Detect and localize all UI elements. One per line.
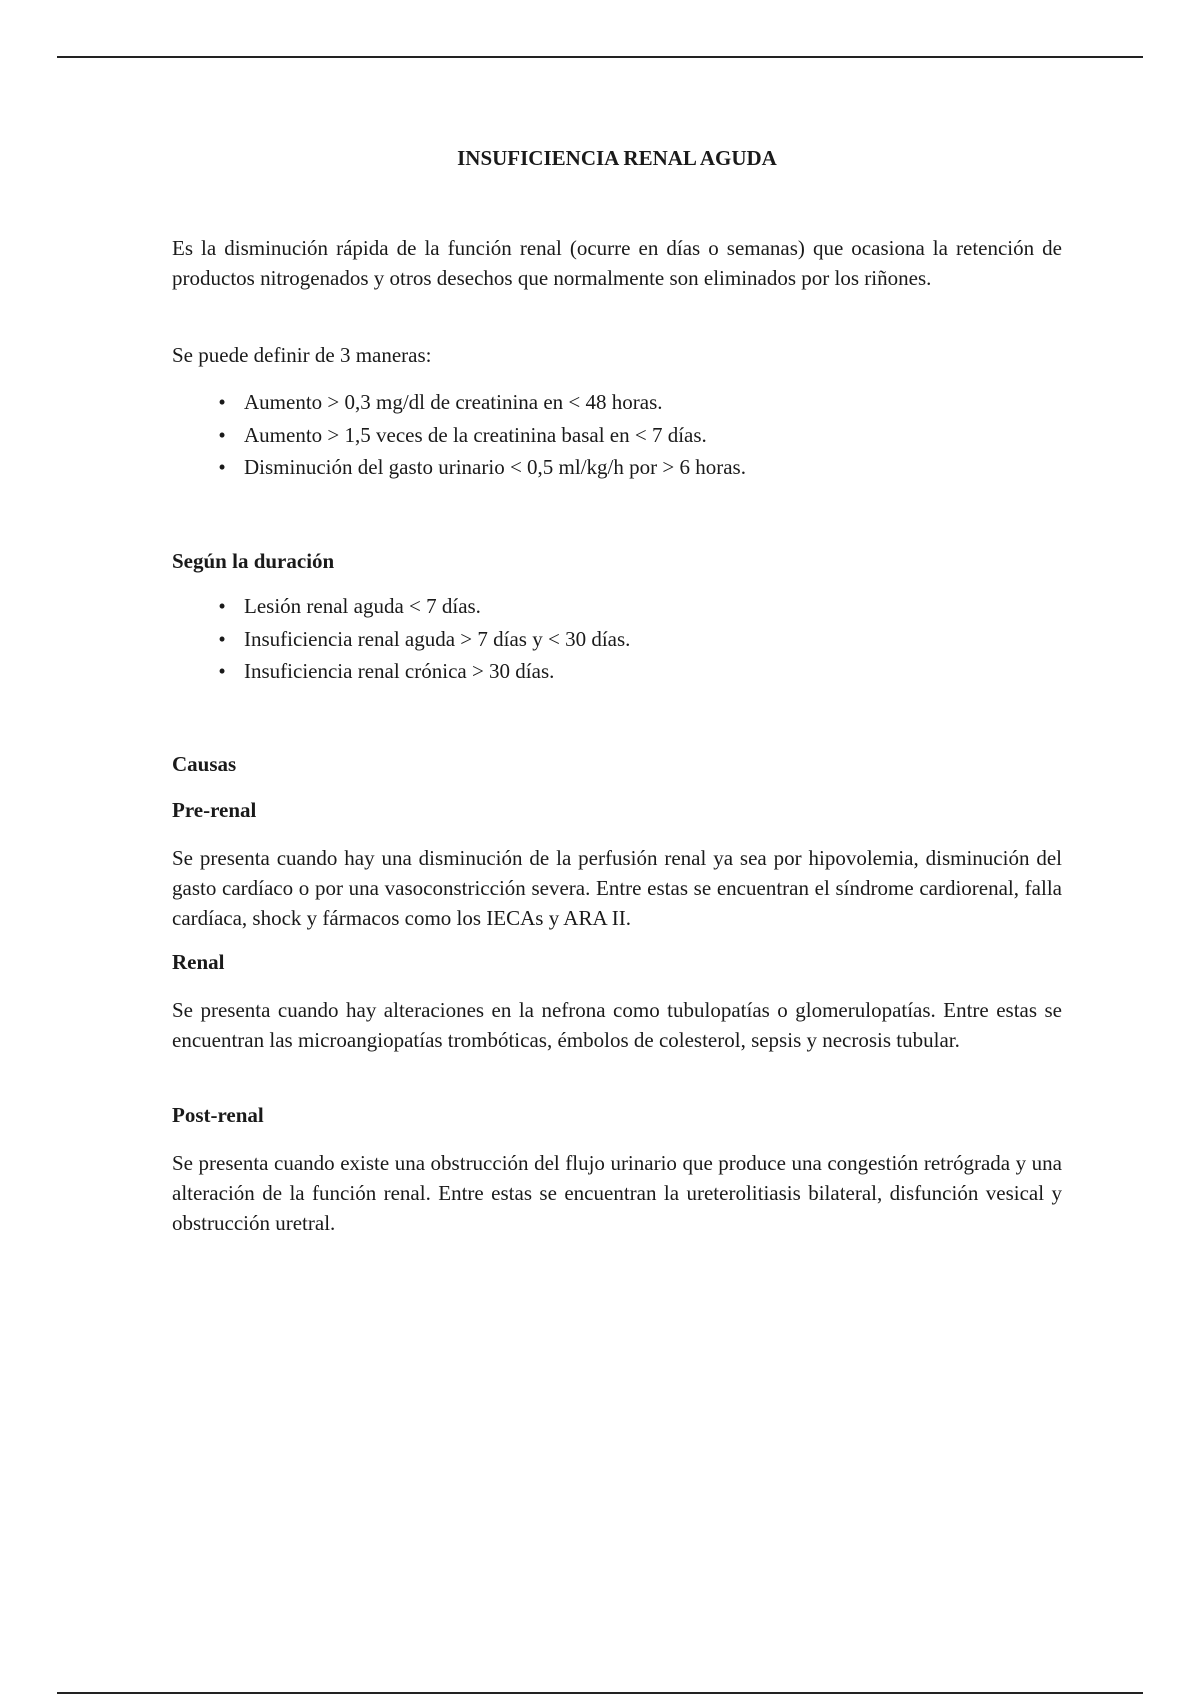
definition-lead: Se puede definir de 3 maneras: xyxy=(172,343,432,367)
document-title: INSUFICIENCIA RENAL AGUDA xyxy=(457,146,777,170)
bottom-rule xyxy=(57,1692,1143,1694)
causes-heading: Causas xyxy=(172,752,237,776)
list-item-text: Disminución del gasto urinario < 0,5 ml/kg/h por > 6 horas. xyxy=(244,455,746,479)
renal-paragraph: Se presenta cuando hay alteraciones en la nefrona como tubulopatías o glomerulopatías. Entre estas se encuentran las microangiopatías trombóticas, émbolos de colesterol, sepsis y necrosis tubular. xyxy=(172,998,1062,1052)
list-item xyxy=(172,419,1062,452)
prerenal-paragraph: Se presenta cuando hay una disminución de la perfusión renal ya sea por hipovolemia, disminución del gasto cardíaco o por una vasoconstricción severa. Entre estas se encuentran el síndrome cardiorenal, falla cardíaca, shock y fármacos como los IECAs y ARA II. xyxy=(172,846,1062,930)
list-item-text: Lesión renal aguda < 7 días. xyxy=(244,594,481,618)
postrenal-paragraph: Se presenta cuando existe una obstrucción del flujo urinario que produce una congestión retrógrada y una alteración de la función renal. Entre estas se encuentran la ureterolitiasis bilateral, disfunción vesical y obstrucción uretral. xyxy=(172,1151,1062,1235)
top-rule xyxy=(57,56,1143,58)
list-item-text: Insuficiencia renal aguda > 7 días y < 30 días. xyxy=(244,626,631,651)
list-item xyxy=(172,451,1062,484)
definition-list xyxy=(172,386,1062,484)
duration-heading: Según la duración xyxy=(172,549,335,573)
list-item xyxy=(172,590,1062,623)
list-item xyxy=(172,655,1062,688)
bullet-icon: • xyxy=(218,594,226,618)
prerenal-heading: Pre-renal xyxy=(172,798,257,822)
bullet-icon: • xyxy=(218,626,226,651)
bullet-icon: • xyxy=(218,659,226,683)
bullet-icon: • xyxy=(218,422,226,447)
list-item-text: Insuficiencia renal crónica > 30 días. xyxy=(244,659,555,683)
bullet-icon: • xyxy=(218,455,226,479)
intro-paragraph: Es la disminución rápida de la función renal (ocurre en días o semanas) que ocasiona la retención de productos nitrogenados y otros desechos que normalmente son eliminados por los riñones. xyxy=(172,236,1062,290)
bullet-icon: • xyxy=(218,390,226,414)
renal-heading: Renal xyxy=(172,950,225,974)
list-item xyxy=(172,386,1062,419)
duration-list xyxy=(172,590,1062,688)
postrenal-heading: Post-renal xyxy=(172,1103,264,1127)
list-item-text: Aumento > 0,3 mg/dl de creatinina en < 48 horas. xyxy=(244,390,663,414)
list-item-text: Aumento > 1,5 veces de la creatinina basal en < 7 días. xyxy=(244,422,707,447)
list-item xyxy=(172,623,1062,656)
